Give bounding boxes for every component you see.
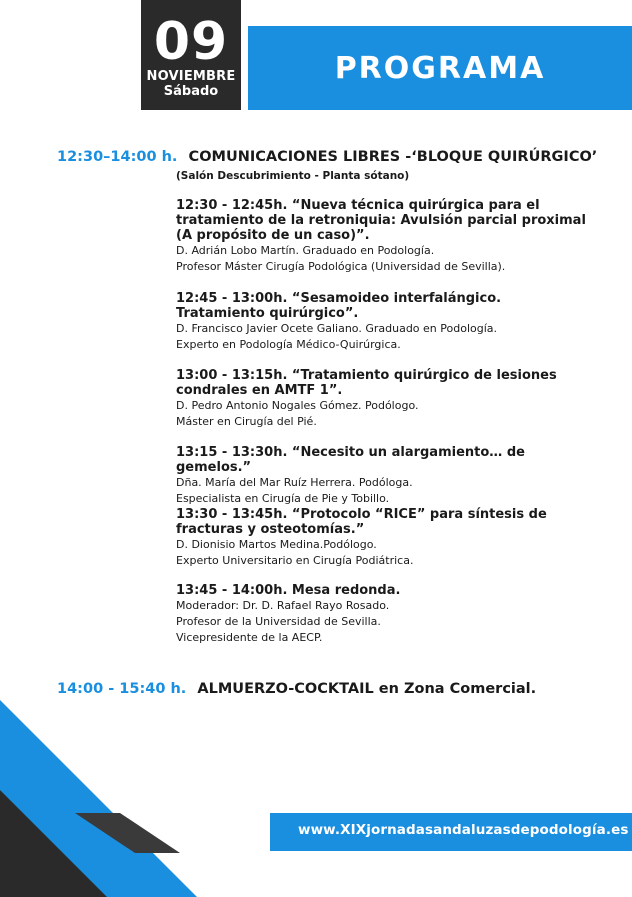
- talk-credential: Profesor de la Universidad de Sevilla.: [176, 615, 381, 628]
- talk-credential: Especialista en Cirugía de Pie y Tobillo.: [176, 492, 390, 505]
- session-1-location: (Salón Descubrimiento - Planta sótano): [176, 170, 410, 182]
- talk-credential: Experto en Podología Médico-Quirúrgica.: [176, 338, 401, 351]
- session-1-time: 12:30–14:00 h.: [57, 149, 178, 165]
- talk-speaker: D. Francisco Javier Ocete Galiano. Graduado en Podología.: [176, 322, 498, 335]
- talk-speaker: D. Pedro Antonio Nogales Gómez. Podólogo.: [176, 399, 419, 412]
- talk-speaker: D. Dionisio Martos Medina.Podólogo.: [176, 538, 377, 551]
- talk-moderator: Moderador: Dr. D. Rafael Rayo Rosado.: [176, 599, 390, 612]
- weekday-label: Sábado: [163, 84, 219, 100]
- talk-speaker: Dña. María del Mar Ruíz Herrera. Podóloga.: [176, 476, 413, 489]
- month-label: NOVIEMBRE: [146, 69, 236, 84]
- session-2-time: 14:00 - 15:40 h.: [57, 681, 187, 697]
- page-title: PROGRAMA: [334, 50, 546, 86]
- session-1-title: COMUNICACIONES LIBRES -‘BLOQUE QUIRÚRGICO’: [188, 149, 598, 165]
- talk-speaker: D. Adrián Lobo Martín. Graduado en Podología.: [176, 244, 435, 257]
- talk-title: 12:45 - 13:00h. “Sesamoideo interfalángico. Tratamiento quirúrgico”.: [176, 291, 502, 321]
- day-number: 09: [153, 12, 229, 72]
- talk-title: 13:45 - 14:00h. Mesa redonda.: [176, 583, 401, 598]
- session-2-title: ALMUERZO-COCKTAIL en Zona Comercial.: [197, 681, 537, 697]
- talk-title: 13:00 - 13:15h. “Tratamiento quirúrgico de lesiones condrales en AMTF 1”.: [176, 368, 557, 398]
- talk-title: 12:30 - 12:45h. “Nueva técnica quirúrgica para el tratamiento de la retroniquia: Avulsión parcial proximal (A propósito de un caso)”.: [176, 198, 586, 243]
- talk-credential: Experto Universitario en Cirugía Podiátrica.: [176, 554, 414, 567]
- talk-credential: Profesor Máster Cirugía Podológica (Universidad de Sevilla).: [176, 260, 506, 273]
- website-url: www.XIXjornadasandaluzasdepodología.es: [298, 822, 629, 838]
- talk-title: 13:15 - 13:30h. “Necesito un alargamiento… de gemelos.”: [176, 445, 525, 475]
- talk-credential: Máster en Cirugía del Pié.: [176, 415, 317, 428]
- talk-title: 13:30 - 13:45h. “Protocolo “RICE” para síntesis de fracturas y osteotomías.”: [176, 507, 547, 537]
- talk-credential: Vicepresidente de la AECP.: [176, 631, 323, 644]
